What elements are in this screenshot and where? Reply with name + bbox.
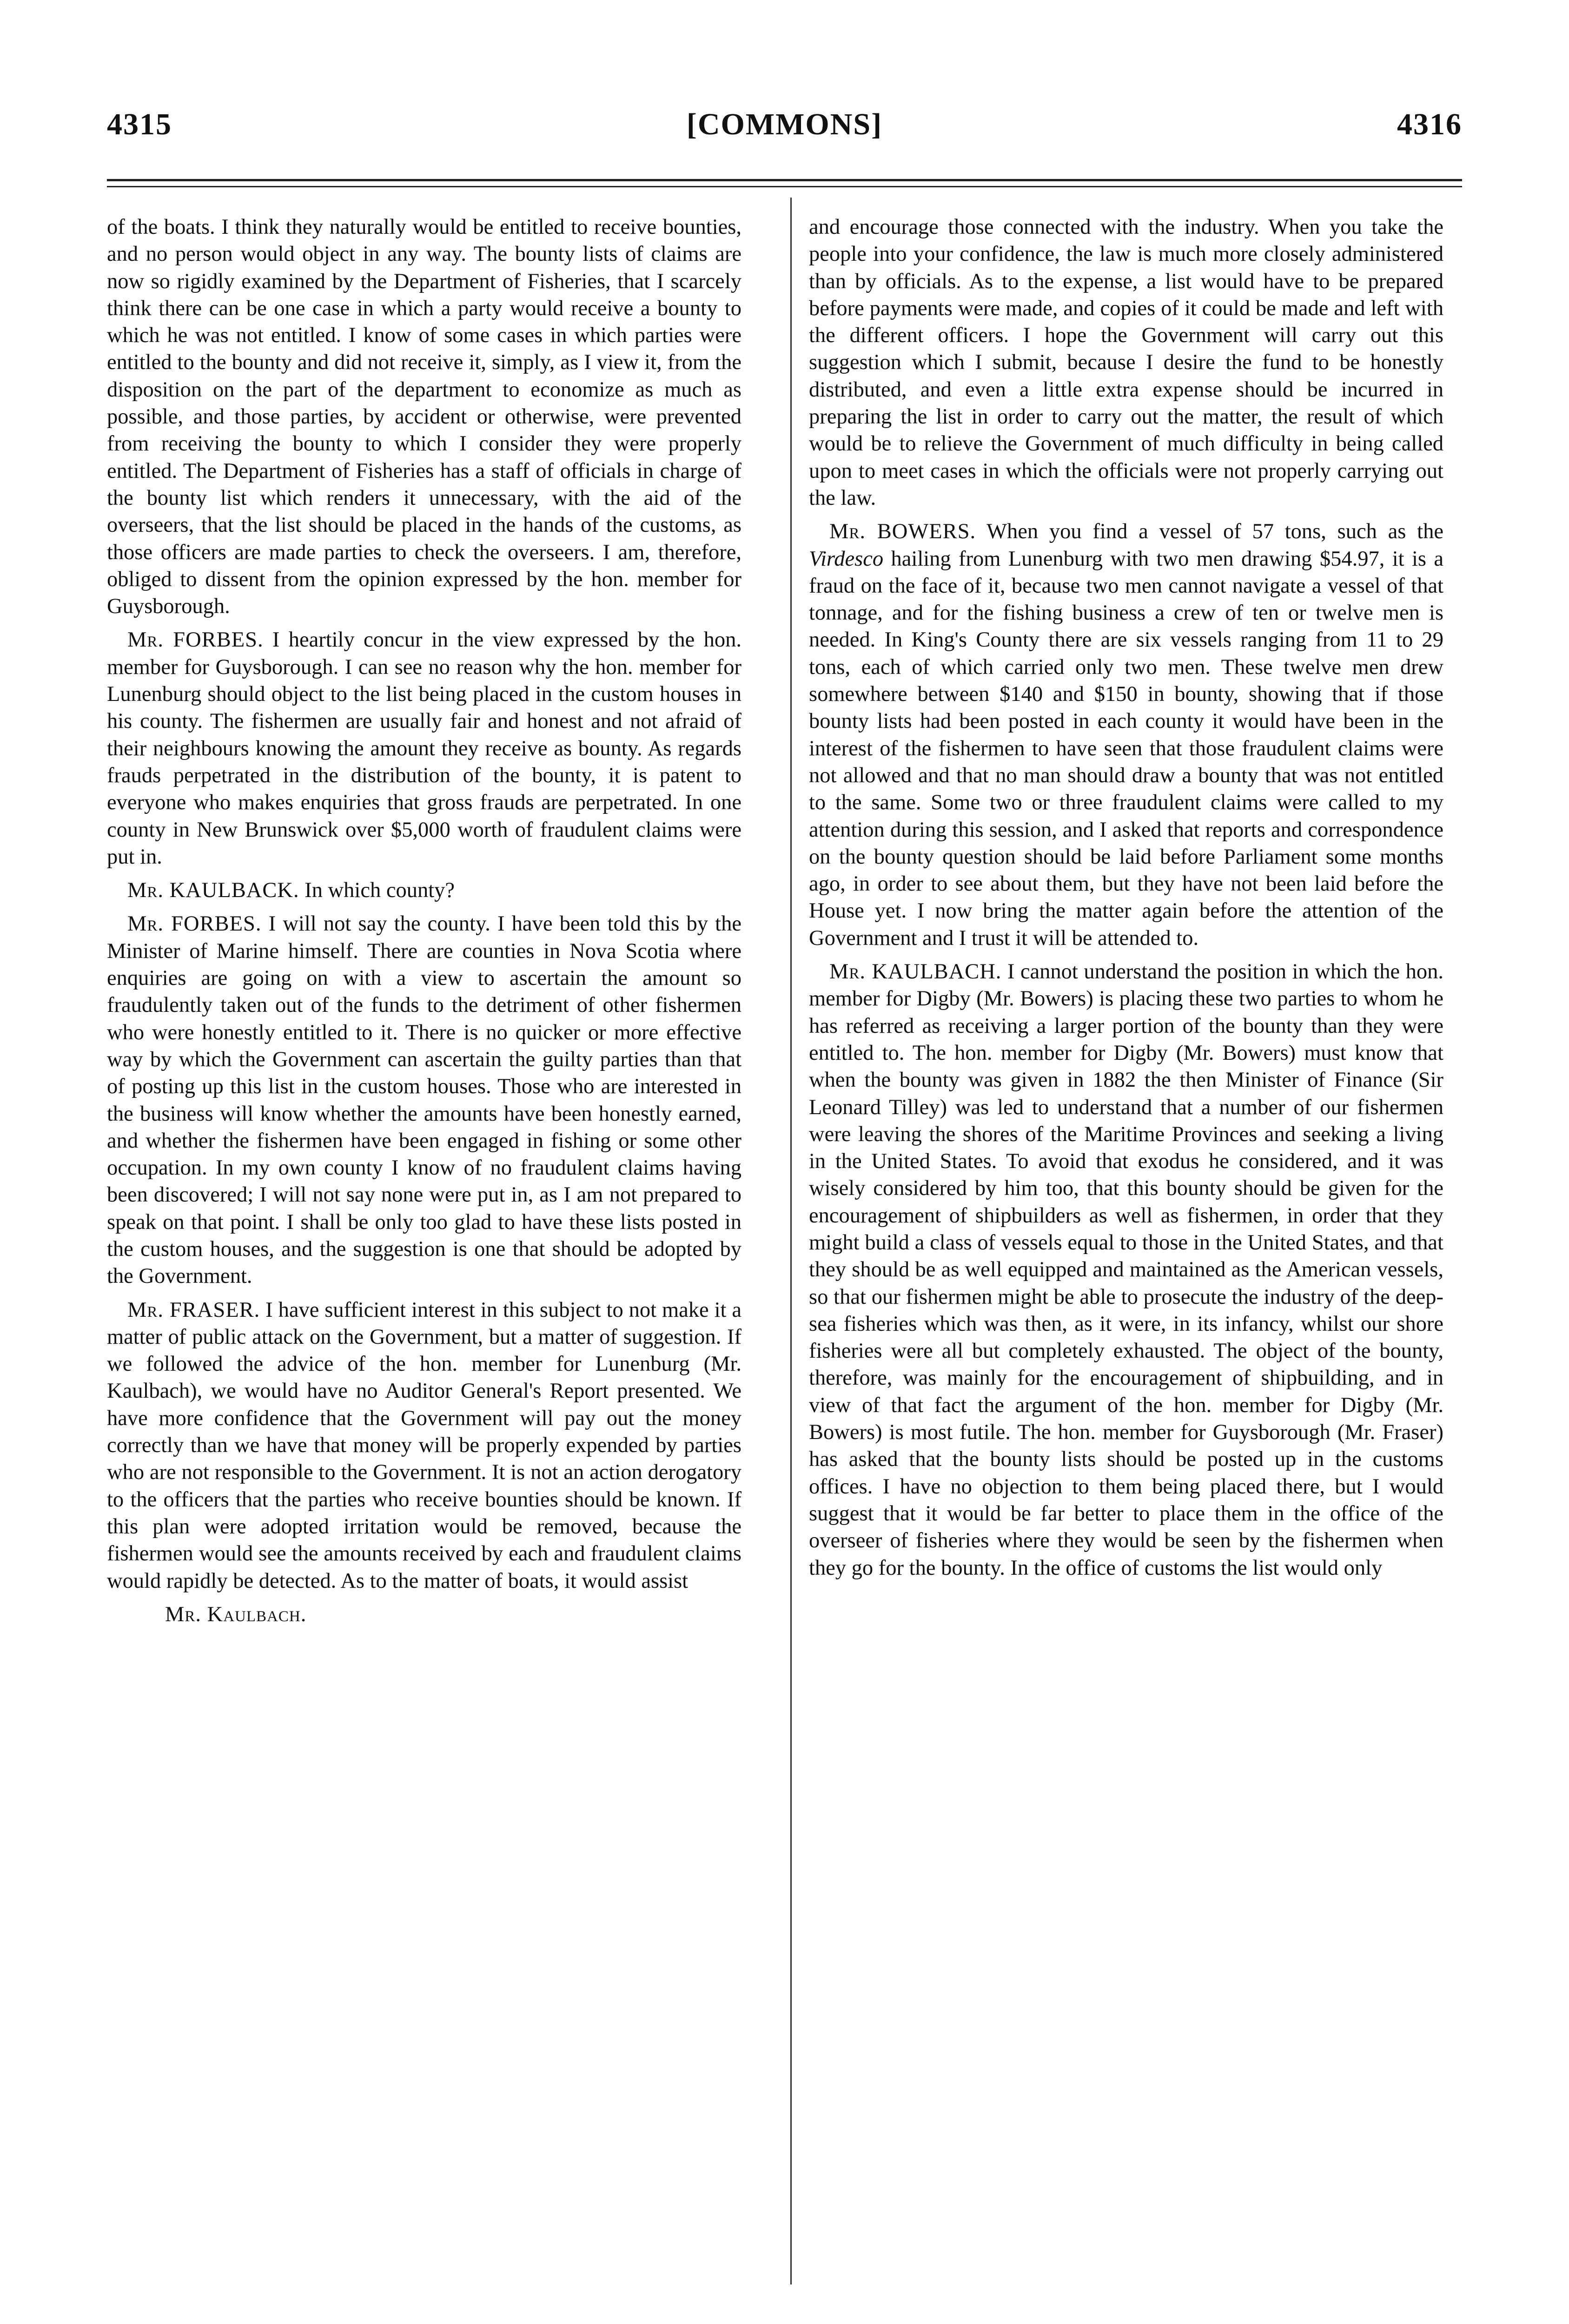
paragraph: and encourage those connected with the industry. When you take the people into your confidence, the law is much more closely administered than by officials. As to the expense, a list would have to be prepared before payments were made, and copies of it could be made and left with the different officers. I hope the Government will carry out this suggestion which I submit, because I desire the fund to be honestly distributed, and even a little extra expense should be incurred in preparing the list in order to carry out the matter, the result of which would be to relieve the Government of much difficulty in being called upon to meet cases in which the officials were not properly carrying out the law.	[809, 215, 1443, 510]
paragraph: of the boats. I think they naturally would be entitled to receive bounties, and no person would object in any way. The bounty lists of claims are now so rigidly examined by the Department of Fisheries, that I scarcely think there can be one case in which a party would receive a bounty to which he was not entitled. I know of some cases in which parties were entitled to the bounty and did not receive it, simply, as I view it, from the disposition on the part of the department to economize as much as possible, and those parties, by accident or otherwise, were prevented from receiving the bounty to which I consider they were properly entitled. The Department of Fisheries has a staff of officials in charge of the bounty list which renders it unnecessary, with the aid of the overseers, that the list should be placed in the hands of the customs, as those officers are made parties to check the overseers. I am, therefore, obliged to dissent from the opinion expressed by the hon. member for Guysborough.	[107, 215, 741, 619]
speech-text: When you find a vessel of 57 tons, such as the	[976, 520, 1443, 544]
speech-text: I will not say the county. I have been told this by the Minister of Marine himself. There are counties in Nova Scotia where enquiries are going on with a view to ascertain the amount so fraudulently taken out of the funds to the detriment of other fishermen who were honestly entitled to it. There is no quicker or more effective way by which the Government can ascertain the guilty parties than that of posting up this list in the custom houses. Those who are interested in the business will know whether the amounts have been honestly earned, and whether the fishermen have been engaged in fishing or some other occupation. In my own county I know of no fraudulent claims having been discovered; I will not say none were put in, as I am not prepared to speak on that point. I shall be only too glad to have these lists posted in the custom houses, and the suggestion is one that should be adopted by the Government.	[107, 912, 741, 1288]
speaker-name: Mr. KAULBACK.	[127, 878, 299, 903]
speech-text: I cannot understand the position in which the hon. member for Digby (Mr. Bowers) is placing these two parties to whom he has referred as receiving a larger portion of the bounty than they were entitled to. The hon. member for Digby (Mr. Bowers) must know that when the bounty was given in 1882 the then Minister of Finance (Sir Leonard Tilley) was led to understand that a number of our fishermen were leaving the shores of the Maritime Provinces and seeking a living in the United States. To avoid that exodus he considered, and it was wisely considered by him too, that this bounty should be given for the encouragement of shipbuilders as well as fishermen, in order that they might build a class of vessels equal to those in the United States, and that they should be as well equipped and maintained as the American vessels, so that our fishermen might be able to prosecute the industry of the deep-sea fisheries which was then, as it were, in its infancy, whilst our shore fisheries were all but completely exhausted. The object of the bounty, therefore, was mainly for the encouragement of shipbuilding, and in view of that fact the argument of the hon. member for Digby (Mr. Bowers) is most futile. The hon. member for Guysborough (Mr. Fraser) has asked that the bounty lists should be posted up in the customs offices. I have no objection to them being placed there, but I would suggest that it would be far better to place them in the office of the overseer of fisheries where they would be seen by the fishermen when they go for the bounty. In the office of customs the list would only	[809, 960, 1443, 1580]
speaker-name: Mr. FORBES.	[127, 628, 264, 652]
right-column	[809, 214, 1443, 1588]
speech-text: I heartily concur in the view expressed by the hon. member for Guysborough. I can see no reason why the hon. member for Lunenburg should object to the list being placed in the custom houses in his county. The fishermen are usually fair and honest and not afraid of their neighbours knowing the amount they receive as bounty. As regards frauds perpetrated in the distribution of the bounty, it is patent to everyone who makes enquiries that gross frauds are perpetrated. In one county in New Brunswick over $5,000 worth of fraudulent claims were put in.	[107, 628, 741, 869]
paragraph	[809, 958, 1443, 1582]
column-divider	[790, 198, 792, 2284]
left-column	[107, 214, 741, 1628]
header-rule-thick	[107, 179, 1462, 181]
paragraph	[107, 911, 741, 1290]
page-title: [COMMONS]	[686, 107, 883, 141]
paragraph	[107, 1297, 741, 1595]
paragraph	[107, 877, 741, 904]
page-number-left: 4315	[107, 107, 172, 141]
speech-text: hailing from Lunenburg with two men drawing $54.97, it is a fraud on the face of it, because two men cannot navigate a vessel of that tonnage, and for the fishing business a crew of ten or twelve men is needed. In King's County there are six vessels ranging from 11 to 29 tons, each of which carried only two men. These twelve men drew somewhere between $140 and $150 in bounty, showing that if those bounty lists had been posted in each county it would have been in the interest of the fishermen to have seen that those fraudulent claims were not allowed and that no man should draw a bounty that was not entitled to the same. Some two or three fraudulent claims were called to my attention during this session, and I asked that reports and correspondence on the bounty question should be laid before Parliament some months ago, in order to see about them, but they have not been laid before the House yet. I now bring the matter again before the attention of the Government and I trust it will be attended to.	[809, 547, 1443, 950]
page-number-right: 4316	[1397, 107, 1462, 141]
header-rule-thin	[107, 186, 1462, 187]
speaker-name: Mr. FORBES.	[127, 912, 262, 936]
paragraph	[107, 627, 741, 871]
paragraph	[809, 518, 1443, 952]
signature-line: Mr. Kaulbach.	[165, 1602, 307, 1626]
speaker-name: Mr. FRASER.	[127, 1298, 260, 1322]
speaker-name: Mr. KAULBACH.	[829, 960, 1002, 984]
speech-text: In which county?	[299, 878, 455, 903]
vessel-name: Virdesco	[809, 547, 884, 571]
speech-text: I have sufficient interest in this subject to not make it a matter of public attack on the Government, but a matter of suggestion. If we followed the advice of the hon. member for Lunenburg (Mr. Kaulbach), we would have no Auditor General's Report presented. We have more confidence that the Government will pay out the money correctly than we have that money will be properly expended by parties who are not responsible to the Government. It is not an action derogatory to the officers that the parties who receive bounties should be known. If this plan were adopted irritation would be removed, because the fishermen would see the amounts received by each and fraudulent claims would rapidly be detected. As to the matter of boats, it would assist	[107, 1298, 741, 1593]
speaker-name: Mr. BOWERS.	[829, 520, 976, 544]
page-header	[107, 98, 1462, 149]
